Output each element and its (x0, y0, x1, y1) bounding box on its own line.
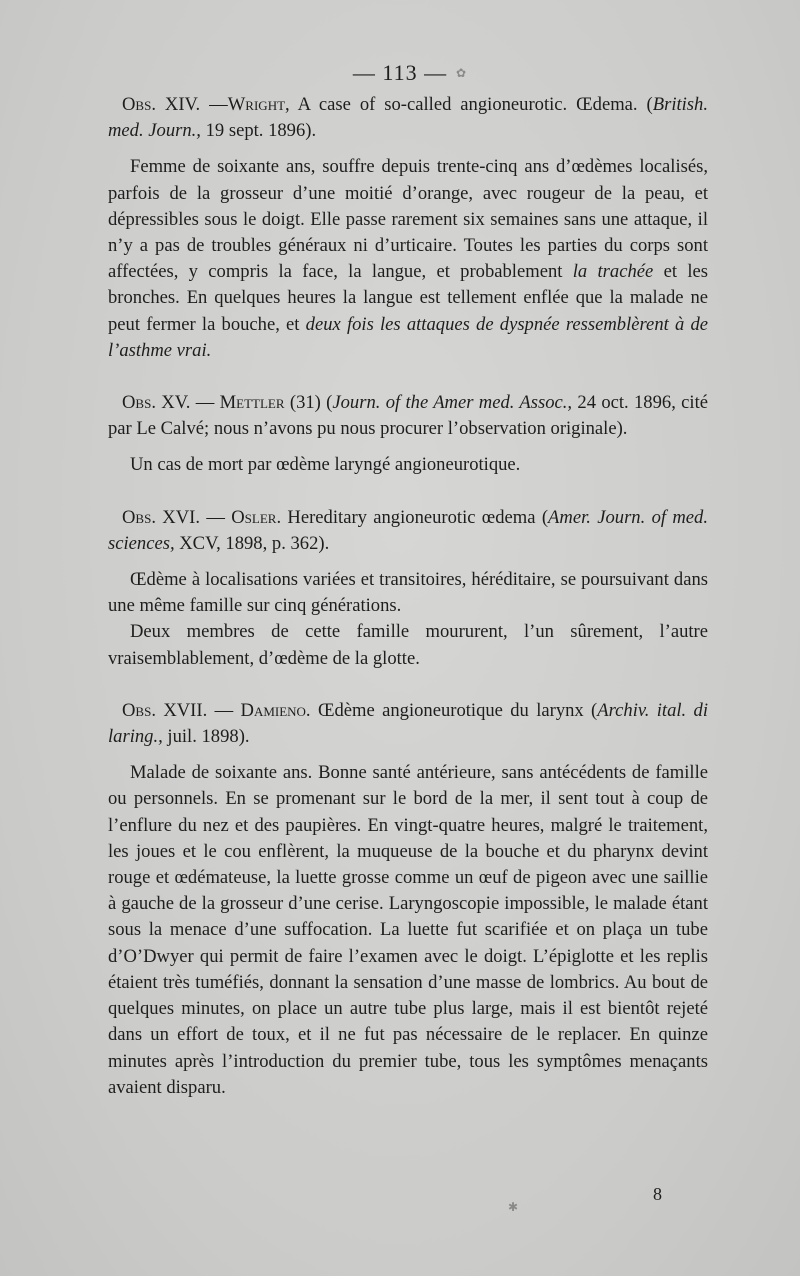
obs-source: Archiv. ital. di laring., (108, 699, 709, 748)
ink-speck-icon: ✿ (456, 66, 467, 80)
obs-xv-body: Un cas de mort par œdème laryngé angioneurotique. (130, 454, 521, 476)
body-italic: la trachée (572, 261, 654, 283)
obs-author: Wright, (227, 94, 290, 115)
obs-source: British. med. Journ., (108, 94, 708, 142)
obs-ref: (31) ( (284, 392, 333, 414)
obs-xvii-body: Malade de soixante ans. Bonne santé antérieure, sans antécédents de famille ou personnels. En se promenant sur le bord de la mer, il sent tout à coup de l’enflure du nez et des paupières. En vingt-quatre heures, malgré le traitement, les joues et le cou enflèrent, la muqueuse de la bouche et du pharynx devint rouge et œdémateuse, la luette grosse comme un œuf de pigeon avec une saillie à gauche de la grosseur d’une cerise. Laryngoscopie impossible, le malade étant sous la menace d’une suffocation. La luette fut scarifiée et on plaça un tube d’O’Dwyer qui permit de faire l’examen avec le doigt. L’épiglotte et les replis étaient très tuméfiés, donnant la sensation d’une masse de lombrics. Au bout de quelques minutes, on place un autre tube plus large, mais il est bientôt rejeté dans un effort de toux, et il ne fut pas nécessaire de le replacer. En quinze minutes après l’introduction du premier tube, tous les symptômes menaçants avaient disparu. (108, 762, 708, 1098)
obs-title: A case of so-called angioneurotic. Œdema. (289, 94, 638, 115)
obs-title: Hereditary angioneurotic œdema ( (281, 506, 549, 528)
dash: — (207, 699, 241, 721)
obs-xvii-heading (108, 698, 708, 750)
dash: — (200, 94, 228, 115)
obs-date: XCV, 1898, p. 362). (174, 532, 330, 554)
obs-date: 19 sept. 1896). (200, 120, 317, 142)
ink-speck-icon: ✱ (508, 1200, 519, 1214)
paren: ( (646, 94, 653, 115)
obs-label: Obs. XVI. (122, 506, 200, 528)
dash: — (190, 392, 220, 414)
obs-date: 24 oct. 1896, cité par Le Calvé; nous n’avons pu nous procurer l’observation originale). (108, 392, 709, 440)
obs-source: Amer. Journ. of med. sciences, (108, 506, 708, 554)
obs-label: Obs. XIV. (122, 94, 201, 115)
obs-source: Journ. of the Amer med. Assoc., (332, 392, 573, 414)
obs-title: Œdème angioneurotique du larynx ( (310, 699, 598, 721)
obs-xiv-heading (108, 92, 708, 144)
page-content (108, 92, 708, 1101)
obs-author: Osler. (231, 506, 282, 528)
obs-xvi-heading (108, 505, 708, 557)
obs-date: juil. 1898). (162, 726, 250, 748)
obs-xvi-body-1: Œdème à localisations variées et transitoires, héréditaire, se poursuivant dans une même famille sur cinq générations. (108, 569, 708, 617)
body-italic: deux fois les attaques de dyspnée ressemblèrent à de l’asthme vrai. (108, 313, 708, 361)
obs-author: Damieno. (240, 699, 311, 721)
obs-label: Obs. XVII. (122, 699, 208, 721)
page-number: — 113 — (352, 60, 448, 85)
obs-author: Mettler (219, 392, 285, 414)
body-text: et les bronches. En quelques heures la langue est tellement enflée que la malade ne peut fermer la bouche, et (108, 261, 708, 335)
obs-xiv-body (108, 154, 708, 364)
obs-xv-heading (108, 390, 708, 442)
signature-mark: 8 (653, 1184, 662, 1204)
obs-xvi-body-2: Deux membres de cette famille moururent, l’un sûrement, l’autre vraisemblablement, d’œdème de la glotte. (108, 621, 708, 669)
dash: — (200, 506, 232, 528)
obs-label: Obs. XV. (122, 392, 191, 414)
body-text: Femme de soixante ans, souffre depuis trente-cinq ans d’œdèmes localisés, parfois de la grosseur d’une moitié d’orange, avec rougeur de la peau, et dépressibles sous le doigt. Elle passe rarement six semaines sans une attaque, il n’y a pas de troubles généraux ni d’urticaire. Toutes les parties du corps sont affectées, y compris la face, la langue, et probablement (108, 156, 708, 283)
